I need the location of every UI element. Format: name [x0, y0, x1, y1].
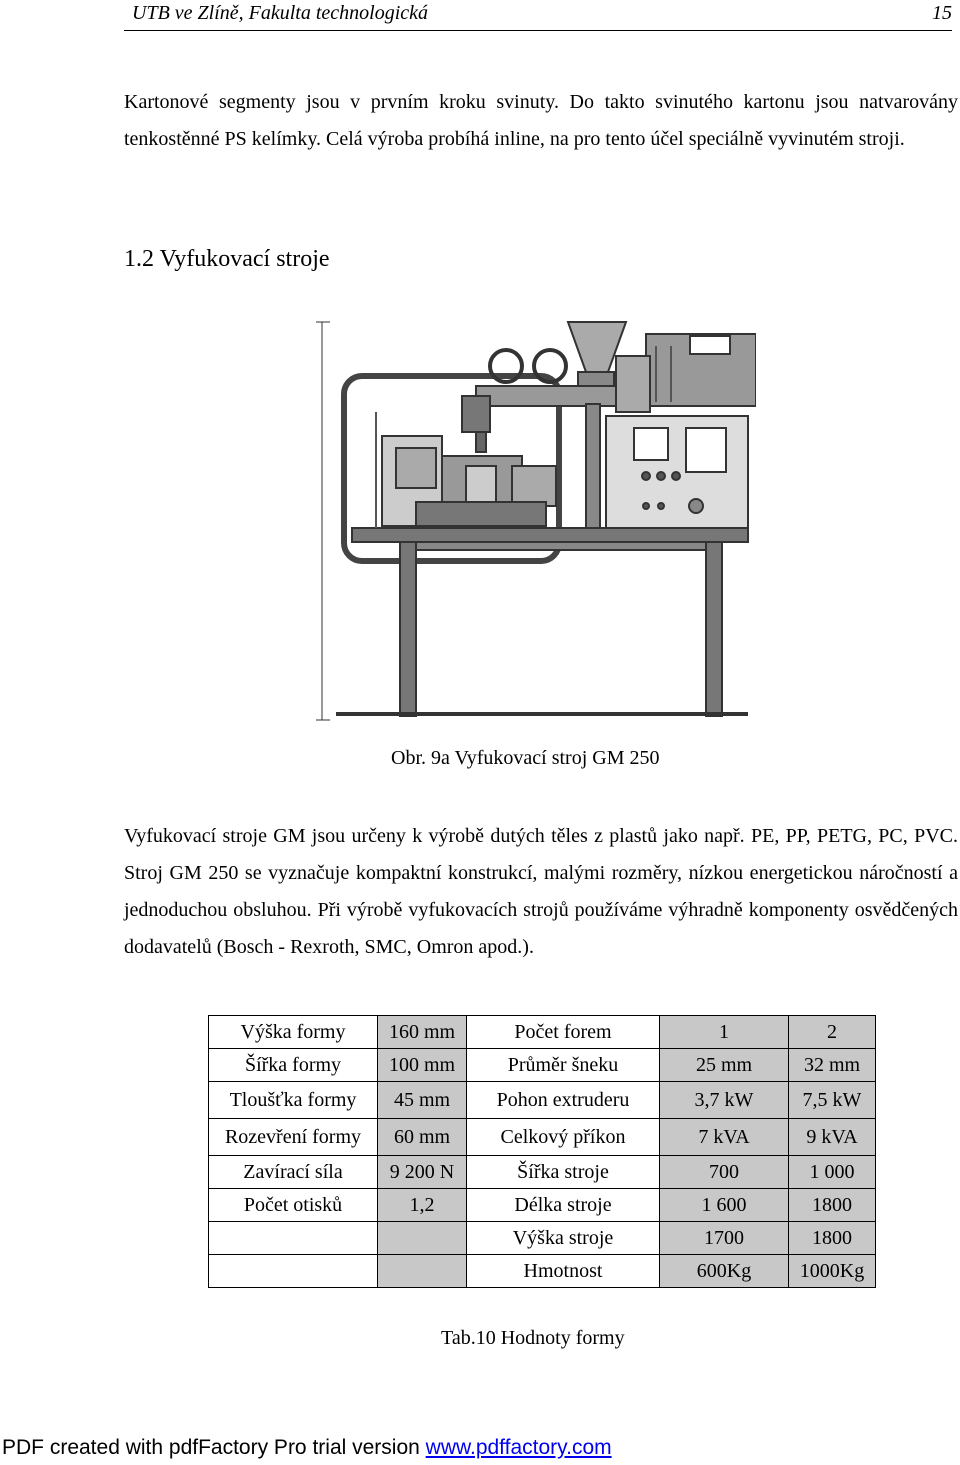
table-cell: 45 mm: [378, 1082, 467, 1119]
table-cell: Tloušťka formy: [209, 1082, 378, 1119]
table-cell: [209, 1222, 378, 1255]
table-caption: Tab.10 Hodnoty formy: [441, 1327, 625, 1349]
table-cell: Šířka formy: [209, 1049, 378, 1082]
table-cell: Hmotnost: [467, 1255, 660, 1288]
table-cell: 9 200 N: [378, 1156, 467, 1189]
table-cell: Výška stroje: [467, 1222, 660, 1255]
table-cell: [378, 1222, 467, 1255]
table-row: [209, 1049, 876, 1082]
table-cell: Šířka stroje: [467, 1156, 660, 1189]
table-cell: [209, 1255, 378, 1288]
table-cell: 25 mm: [660, 1049, 789, 1082]
table-cell: Délka stroje: [467, 1189, 660, 1222]
table-cell: 1000Kg: [789, 1255, 876, 1288]
machine-figure: [316, 316, 756, 726]
table-cell: 600Kg: [660, 1255, 789, 1288]
table-cell: Zavírací síla: [209, 1156, 378, 1189]
table-cell: Počet forem: [467, 1016, 660, 1049]
table-cell: Výška formy: [209, 1016, 378, 1049]
description-paragraph: Vyfukovací stroje GM jsou určeny k výrobě dutých těles z plastů jako např. PE, PP, PETG, PC, PVC. Stroj GM 250 se vyznačuje kompaktní konstrukcí, malými rozměry, nízkou energetickou náročností a jednoduchou obsluhou. Při výrobě vyfukovacích strojů používáme výhradně komponenty osvědčených dodavatelů (Bosch - Rexroth, SMC, Omron apod.).: [124, 825, 958, 958]
table-cell: 9 kVA: [789, 1119, 876, 1156]
table-cell: [378, 1255, 467, 1288]
pdffactory-link[interactable]: www.pdffactory.com: [425, 1436, 612, 1459]
table-cell: Počet otisků: [209, 1189, 378, 1222]
table-cell: 32 mm: [789, 1049, 876, 1082]
blow-molding-machine-drawing: [316, 316, 756, 726]
table-cell: 1 600: [660, 1189, 789, 1222]
table-row: [209, 1016, 876, 1049]
table-row: [209, 1222, 876, 1255]
table-row: [209, 1156, 876, 1189]
table-cell: 1,2: [378, 1189, 467, 1222]
page-number: 15: [932, 2, 952, 24]
footer-text: PDF created with pdfFactory Pro trial version: [2, 1436, 426, 1459]
table-cell: 1800: [789, 1222, 876, 1255]
intro-paragraph: Kartonové segmenty jsou v prvním kroku svinuty. Do takto svinutého kartonu jsou natvarovány tenkostěnné PS kelímky. Celá výroba probíhá inline, na pro tento účel speciálně vyvinutém stroji.: [124, 91, 958, 150]
table-cell: 1: [660, 1016, 789, 1049]
table-cell: 1800: [789, 1189, 876, 1222]
table-row: [209, 1082, 876, 1119]
table-cell: Průměr šneku: [467, 1049, 660, 1082]
header-title: UTB ve Zlíně, Fakulta technologická: [132, 2, 429, 24]
specification-table: [208, 1015, 876, 1288]
table-cell: 100 mm: [378, 1049, 467, 1082]
table-cell: 7 kVA: [660, 1119, 789, 1156]
table-cell: 700: [660, 1156, 789, 1189]
section-heading: 1.2 Vyfukovací stroje: [124, 246, 330, 272]
table-cell: Celkový příkon: [467, 1119, 660, 1156]
table-cell: 7,5 kW: [789, 1082, 876, 1119]
table-cell: Pohon extruderu: [467, 1082, 660, 1119]
table-cell: 2: [789, 1016, 876, 1049]
table-cell: 1 000: [789, 1156, 876, 1189]
figure-caption: Obr. 9a Vyfukovací stroj GM 250: [391, 747, 660, 769]
table-row: [209, 1119, 876, 1156]
table-cell: 160 mm: [378, 1016, 467, 1049]
table-row: [209, 1255, 876, 1288]
table-cell: 1700: [660, 1222, 789, 1255]
table-row: [209, 1189, 876, 1222]
table-cell: Rozevření formy: [209, 1119, 378, 1156]
table-cell: 3,7 kW: [660, 1082, 789, 1119]
page-header: [124, 0, 952, 31]
pdf-footer: [2, 1436, 612, 1460]
table-cell: 60 mm: [378, 1119, 467, 1156]
